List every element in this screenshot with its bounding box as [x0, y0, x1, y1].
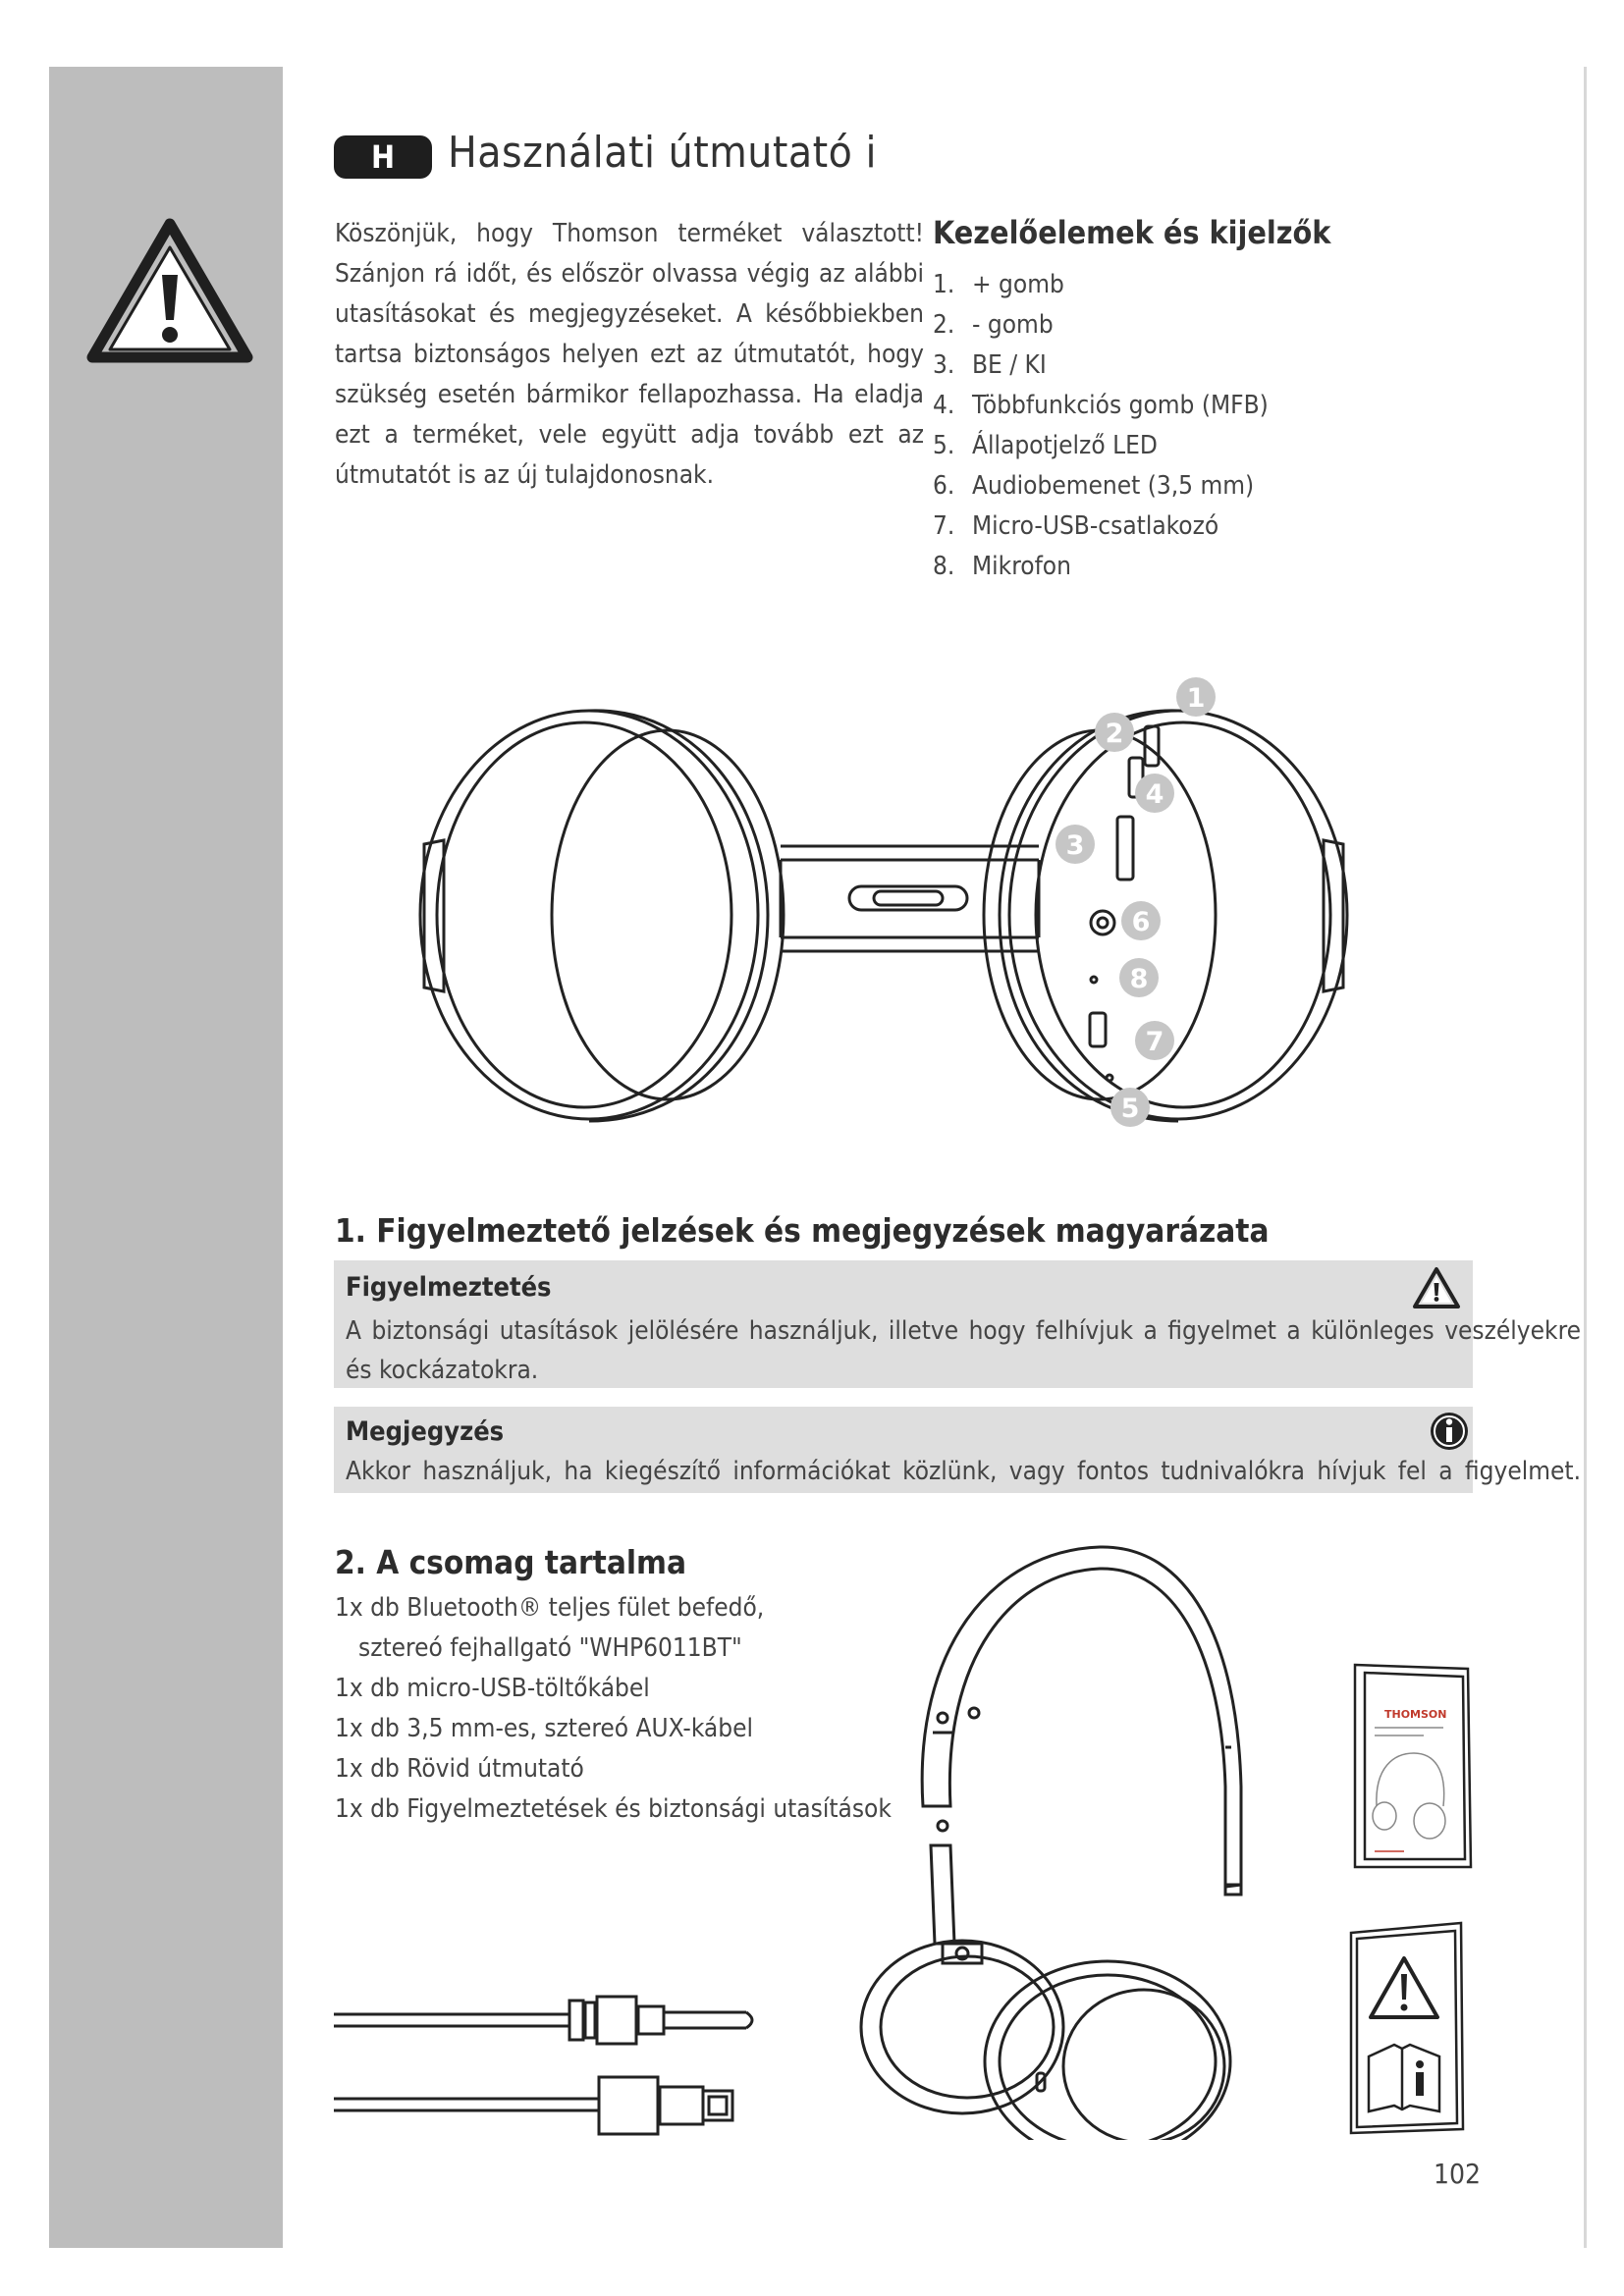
callout-number: 7: [1145, 1027, 1164, 1057]
booklet-brand: THOMSON: [1384, 1708, 1447, 1721]
callout-4: [1135, 774, 1174, 813]
callout-number: 4: [1145, 779, 1164, 810]
warning-triangle-icon: [86, 218, 253, 365]
warning-heading: Figyelmeztetés: [346, 1272, 552, 1303]
list-item: 1x db micro-USB-töltőkábel: [335, 1674, 650, 1703]
intro-line: tartsa biztonságos helyen ezt az útmutatót, hogy: [335, 340, 924, 369]
note-text: Akkor használjuk, ha kiegészítő információkat közlünk, vagy fontos tudnivalókra hívjuk fel a figyelmet.: [346, 1457, 1581, 1486]
item-number: 1.: [933, 270, 955, 299]
page-title: Használati útmutató i: [448, 128, 877, 178]
warning-text-line: A biztonsági utasítások jelölésére használjuk, illetve hogy felhívjuk a figyelmet a különleges veszélyekre: [346, 1316, 1581, 1346]
item-label: Mikrofon: [972, 552, 1071, 581]
list-item: 1x db Bluetooth® teljes fület befedő,: [335, 1593, 765, 1623]
list-item: [933, 305, 1269, 346]
info-icon: [1429, 1411, 1470, 1452]
callout-number: 3: [1065, 830, 1085, 861]
callout-8: [1119, 958, 1159, 997]
item-label: Állapotjelző LED: [972, 431, 1158, 460]
item-label: Micro-USB-csatlakozó: [972, 511, 1219, 541]
list-item: [933, 386, 1269, 426]
list-item: [933, 346, 1269, 386]
callout-7: [1135, 1021, 1174, 1060]
list-item: 1x db 3,5 mm-es, sztereó AUX-kábel: [335, 1714, 754, 1743]
intro-line: útmutatót is az új tulajdonosnak.: [335, 460, 715, 490]
side-margin-bar: [49, 67, 283, 2248]
note-heading: Megjegyzés: [346, 1416, 505, 1447]
callout-number: 2: [1105, 719, 1124, 749]
headphone-illustration: [844, 1531, 1257, 2140]
intro-line: Szánjon rá időt, és először olvassa végig az alábbi: [335, 259, 924, 289]
cables-illustration: [334, 1993, 776, 2150]
callout-2: [1095, 713, 1134, 752]
callout-5: [1110, 1088, 1150, 1127]
controls-heading: Kezelőelemek és kijelzők: [933, 214, 1331, 251]
callout-1: [1176, 677, 1216, 717]
callout-layer: [403, 667, 1365, 1139]
item-label: BE / KI: [972, 350, 1047, 380]
item-number: 2.: [933, 310, 955, 340]
callout-number: 1: [1186, 683, 1206, 714]
item-number: 3.: [933, 350, 955, 380]
package-contents-list: [335, 1588, 892, 1830]
right-margin-rule: [1584, 67, 1587, 2248]
callout-number: 5: [1120, 1094, 1140, 1124]
item-label: - gomb: [972, 310, 1054, 340]
callout-6: [1121, 901, 1161, 940]
item-number: 7.: [933, 511, 955, 541]
intro-line: Köszönjük, hogy Thomson terméket választott!: [335, 219, 924, 248]
intro-line: szükség esetén bármikor fellapozhassa. Ha eladja: [335, 380, 924, 409]
item-number: 6.: [933, 471, 955, 501]
short-guide-booklet: [1345, 1659, 1483, 1875]
item-number: 8.: [933, 552, 955, 581]
callout-3: [1056, 825, 1095, 864]
note-box: [334, 1407, 1581, 1493]
language-badge: H: [334, 135, 432, 179]
section-1-heading: 1. Figyelmeztető jelzések és megjegyzések magyarázata: [335, 1211, 1270, 1250]
warning-text-line: és kockázatokra.: [346, 1356, 539, 1385]
list-item: [933, 466, 1269, 507]
warning-icon: [1412, 1266, 1461, 1309]
item-label: Többfunkciós gomb (MFB): [972, 391, 1269, 420]
list-item: 1x db Figyelmeztetések és biztonsági utasítások: [335, 1794, 892, 1824]
list-item: [933, 426, 1269, 466]
page-number: 102: [1434, 2158, 1482, 2190]
list-item: sztereó fejhallgató "WHP6011BT": [358, 1633, 742, 1663]
intro-paragraph: [335, 214, 924, 496]
item-number: 5.: [933, 431, 955, 460]
section-2-heading: 2. A csomag tartalma: [335, 1543, 687, 1581]
list-item: 1x db Rövid útmutató: [335, 1754, 584, 1784]
item-label: Audiobemenet (3,5 mm): [972, 471, 1255, 501]
intro-line: utasításokat és megjegyzéseket. A későbbiekben: [335, 299, 924, 329]
intro-line: ezt a terméket, vele együtt adja tovább ezt az: [335, 420, 924, 450]
list-item: [933, 507, 1269, 547]
safety-instructions-booklet: [1345, 1919, 1473, 2140]
list-item: [933, 547, 1269, 587]
controls-list: [933, 265, 1269, 587]
item-number: 4.: [933, 391, 955, 420]
warning-box: [334, 1260, 1581, 1388]
callout-number: 8: [1129, 964, 1149, 994]
item-label: + gomb: [972, 270, 1064, 299]
list-item: [933, 265, 1269, 305]
callout-number: 6: [1131, 907, 1151, 937]
